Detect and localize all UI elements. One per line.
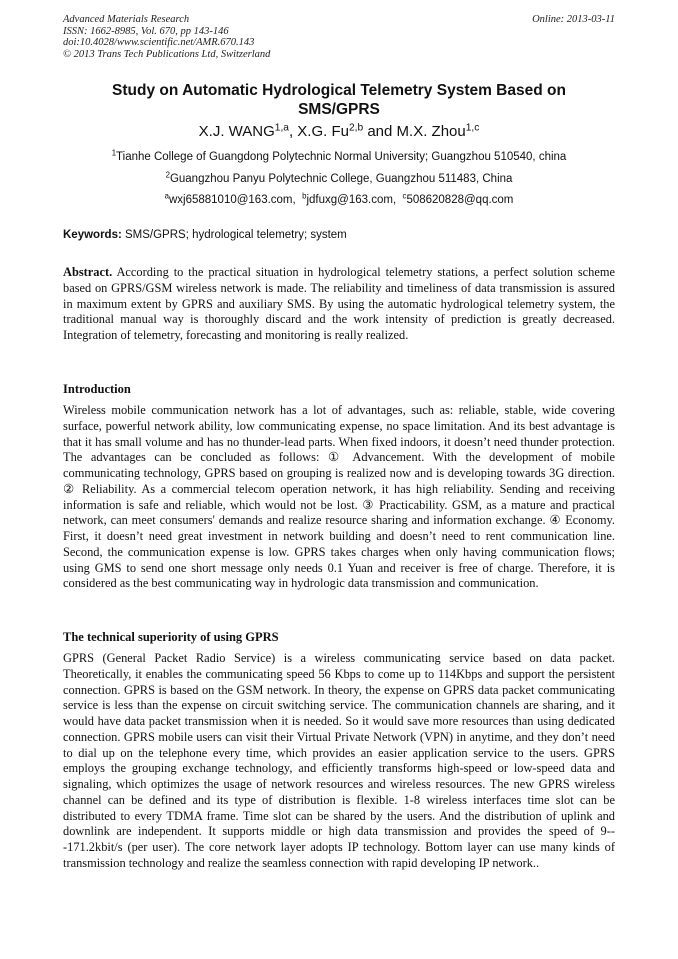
paper-title <box>63 81 615 119</box>
abstract-paragraph <box>63 265 615 344</box>
section-body-introduction: Wireless mobile communication network has a lot of advantages, such as: reliable, stable, wide covering surface, powerful network ability, low communicating expense, no space limitation. And its best advantage is that it has small volume and has no thunder-lead parts. When fixed indoors, it doesn’t need thunder protection. The advantages can be concluded as follows: ① Advancement. With the development of mobile communicating technology, GPRS based on grouping is realized now and is developing towards 3G direction. ② Reliability. As a commercial telecom operation network, it has high reliability. Sending and receiving information is safe and reliable, which would not be lost. ③ Practicability. GSM, as a mature and practical network, can meet consumers' demands and realize resource sharing and information exchange. ④ Economy. First, it doesn’t need great investment in network building and doesn’t need to rent communication line. Second, the communication expense is low. GPRS takes charges when only having communication flows; using GMS to send one short message only needs 0.1 Yuan and receiver is free of charge. Therefore, it is considered as the best communicating way in hydrologic data transmission and communication. <box>63 403 615 591</box>
affiliation-1 <box>63 148 615 163</box>
author-sup: 1,a <box>274 122 289 134</box>
section-body-gprs: GPRS (General Packet Radio Service) is a wireless communicating service based on data packet. Theoretically, it enables the communicating speed 56 Kbps to come up to 114Kbps and support the persistent connection. GPRS is based on the GSM network. In theory, the expense on GPRS data packet communicating service is less than the expense on circuit switching service. The communication channels are sharing, and it would have data packet transmission when it is needed. So it would save more resources than using dedicated connection. GPRS mobile users can visit their Virtual Private Network (VPN) in anytime, and they don’t need to dial up on the telephone every time, which provides an easier application service to the users. GPRS employs the grouping exchange technology, and efficiently transforms high-speed or low-speed data and signaling, which optimizes the usage of network resources and wireless resources. The new GPRS wireless channel can be defined and its type of distribution is flexible. 1-8 wireless interfaces time slot can be distributed to every TDMA frame. Time slot can be shared by the users. And the distribution of uplink and downlink are independent. It supports middle or high data transmission and provides the speed of 9---171.2kbit/s (per user). The core network layer adopts IP technology. Bottom layer can use many kinds of transmission technology and realize the seamless connection with rapid developing IP network.. <box>63 651 615 870</box>
title-line-2: SMS/GPRS <box>298 101 380 118</box>
email-sup: c <box>402 191 407 201</box>
email-line <box>63 191 615 206</box>
email-sup: a <box>164 191 169 201</box>
journal-name: Advanced Materials Research <box>63 14 190 25</box>
author-separator: , <box>288 123 298 140</box>
author-name: X.G. Fu <box>297 123 349 140</box>
online-date: Online: 2013-03-11 <box>532 14 615 25</box>
affiliation-text: Guangzhou Panyu Polytechnic College, Guangzhou 511483, China <box>169 173 513 185</box>
journal-header <box>63 14 270 60</box>
author-name: M.X. Zhou <box>396 123 466 140</box>
email-address: wxj65881010@163.com, <box>168 194 296 206</box>
affiliation-2 <box>63 170 615 185</box>
email-address: jdfuxg@163.com, <box>306 194 397 206</box>
author-list <box>63 123 615 140</box>
keywords-line <box>63 229 615 241</box>
keywords-label: Keywords: <box>63 229 122 241</box>
affiliation-sup: 2 <box>165 170 170 180</box>
affiliation-sup: 1 <box>111 148 117 158</box>
affiliation-text: Tianhe College of Guangdong Polytechnic Normal University; Guangzhou 510540, china <box>116 151 567 163</box>
author-sup: 1,c <box>465 122 480 134</box>
email-address: 508620828@qq.com <box>406 194 514 206</box>
keywords-text: SMS/GPRS; hydrological telemetry; system <box>125 229 347 241</box>
copyright-line: © 2013 Trans Tech Publications Ltd, Switzerland <box>63 48 271 60</box>
doi-line: doi:10.4028/www.scientific.net/AMR.670.143 <box>63 37 255 48</box>
email-sup: b <box>302 191 307 201</box>
section-heading-introduction: Introduction <box>63 382 131 396</box>
title-line-1: Study on Automatic Hydrological Telemetry System Based on <box>112 82 566 99</box>
section-heading-gprs: The technical superiority of using GPRS <box>63 630 279 644</box>
abstract-label: Abstract. <box>63 265 113 279</box>
issn-line: ISSN: 1662-8985, Vol. 670, pp 143-146 <box>63 25 229 37</box>
author-sup: 2,b <box>348 122 364 134</box>
abstract-text: According to the practical situation in hydrological telemetry stations, a perfect solution scheme based on GPRS/GSM wireless network is made. The reliability and timeliness of data transmission is assured in maximum extent by GPRS and auxiliary SMS. By using the automatic hydrological telemetry system, the traditional manual way is thoroughly discard and the work intensity of prediction is greatly decreased. Integration of telemetry, forecasting and monitoring is really realized. <box>63 265 615 342</box>
author-name: X.J. WANG <box>198 123 275 140</box>
author-and: and <box>363 123 397 140</box>
